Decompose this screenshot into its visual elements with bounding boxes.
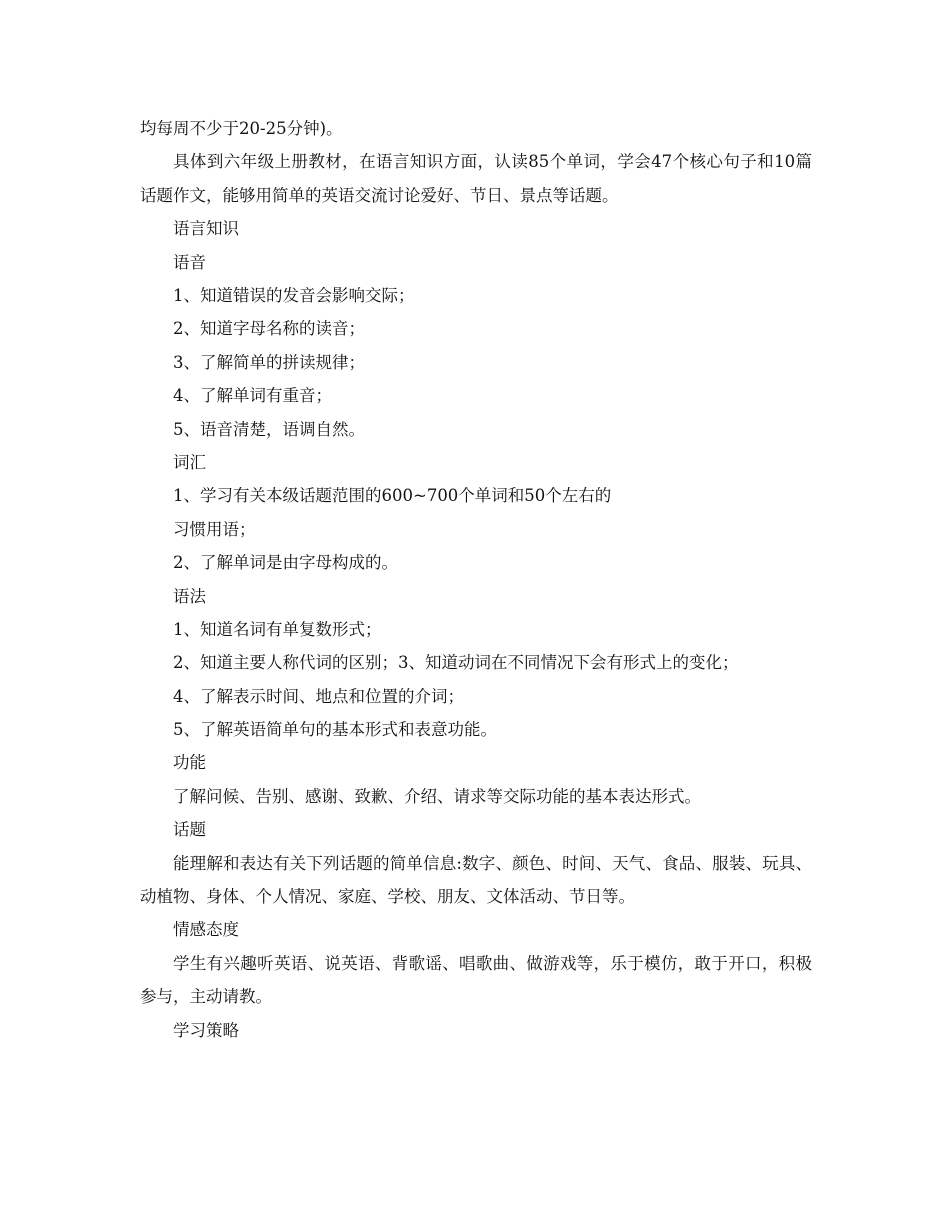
list-item-continuation: 习惯用语； bbox=[173, 519, 256, 539]
list-item: 2、了解单词是由字母构成的。 bbox=[173, 553, 398, 573]
document-body bbox=[140, 112, 812, 1047]
paragraph: 学生有兴趣听英语、说英语、背歌谣、唱歌曲、做游戏等，乐于模仿，敢于开口，积极参与，主动请教。 bbox=[140, 953, 812, 1007]
list-item: 1、知道错误的发音会影响交际； bbox=[173, 285, 415, 305]
subsection-heading: 语法 bbox=[173, 586, 206, 606]
list-item: 4、了解表示时间、地点和位置的介词； bbox=[173, 686, 464, 706]
list-item: 5、了解英语简单句的基本形式和表意功能。 bbox=[173, 720, 497, 740]
subsection-heading: 话题 bbox=[173, 820, 206, 840]
subsection-heading: 词汇 bbox=[173, 452, 206, 472]
list-item: 5、语音清楚，语调自然。 bbox=[173, 419, 365, 439]
section-heading: 语言知识 bbox=[173, 219, 239, 239]
text-line: 均每周不少于20-25分钟)。 bbox=[140, 119, 343, 138]
subsection-heading: 功能 bbox=[173, 753, 206, 773]
subsection-heading: 语音 bbox=[173, 252, 206, 272]
section-heading: 学习策略 bbox=[173, 1020, 239, 1040]
section-heading: 情感态度 bbox=[173, 920, 239, 940]
paragraph: 能理解和表达有关下列话题的简单信息:数字、颜色、时间、天气、食品、服装、玩具、动植物、身体、个人情况、家庭、学校、朋友、文体活动、节日等。 bbox=[140, 853, 812, 907]
list-item: 4、了解单词有重音； bbox=[173, 386, 332, 406]
list-item: 1、知道名词有单复数形式； bbox=[173, 619, 382, 639]
list-item: 2、知道主要人称代词的区别；3、知道动词在不同情况下会有形式上的变化； bbox=[173, 653, 739, 673]
list-item: 3、了解简单的拼读规律； bbox=[173, 352, 365, 372]
list-item: 2、知道字母名称的读音； bbox=[173, 319, 365, 339]
list-item: 1、学习有关本级话题范围的600~700个单词和50个左右的 bbox=[173, 486, 612, 506]
text-line: 了解问候、告别、感谢、致歉、介绍、请求等交际功能的基本表达形式。 bbox=[173, 786, 701, 806]
paragraph: 具体到六年级上册教材，在语言知识方面，认读85个单词，学会47个核心句子和10篇话题作文，能够用简单的英语交流讨论爱好、节日、景点等话题。 bbox=[140, 152, 812, 205]
